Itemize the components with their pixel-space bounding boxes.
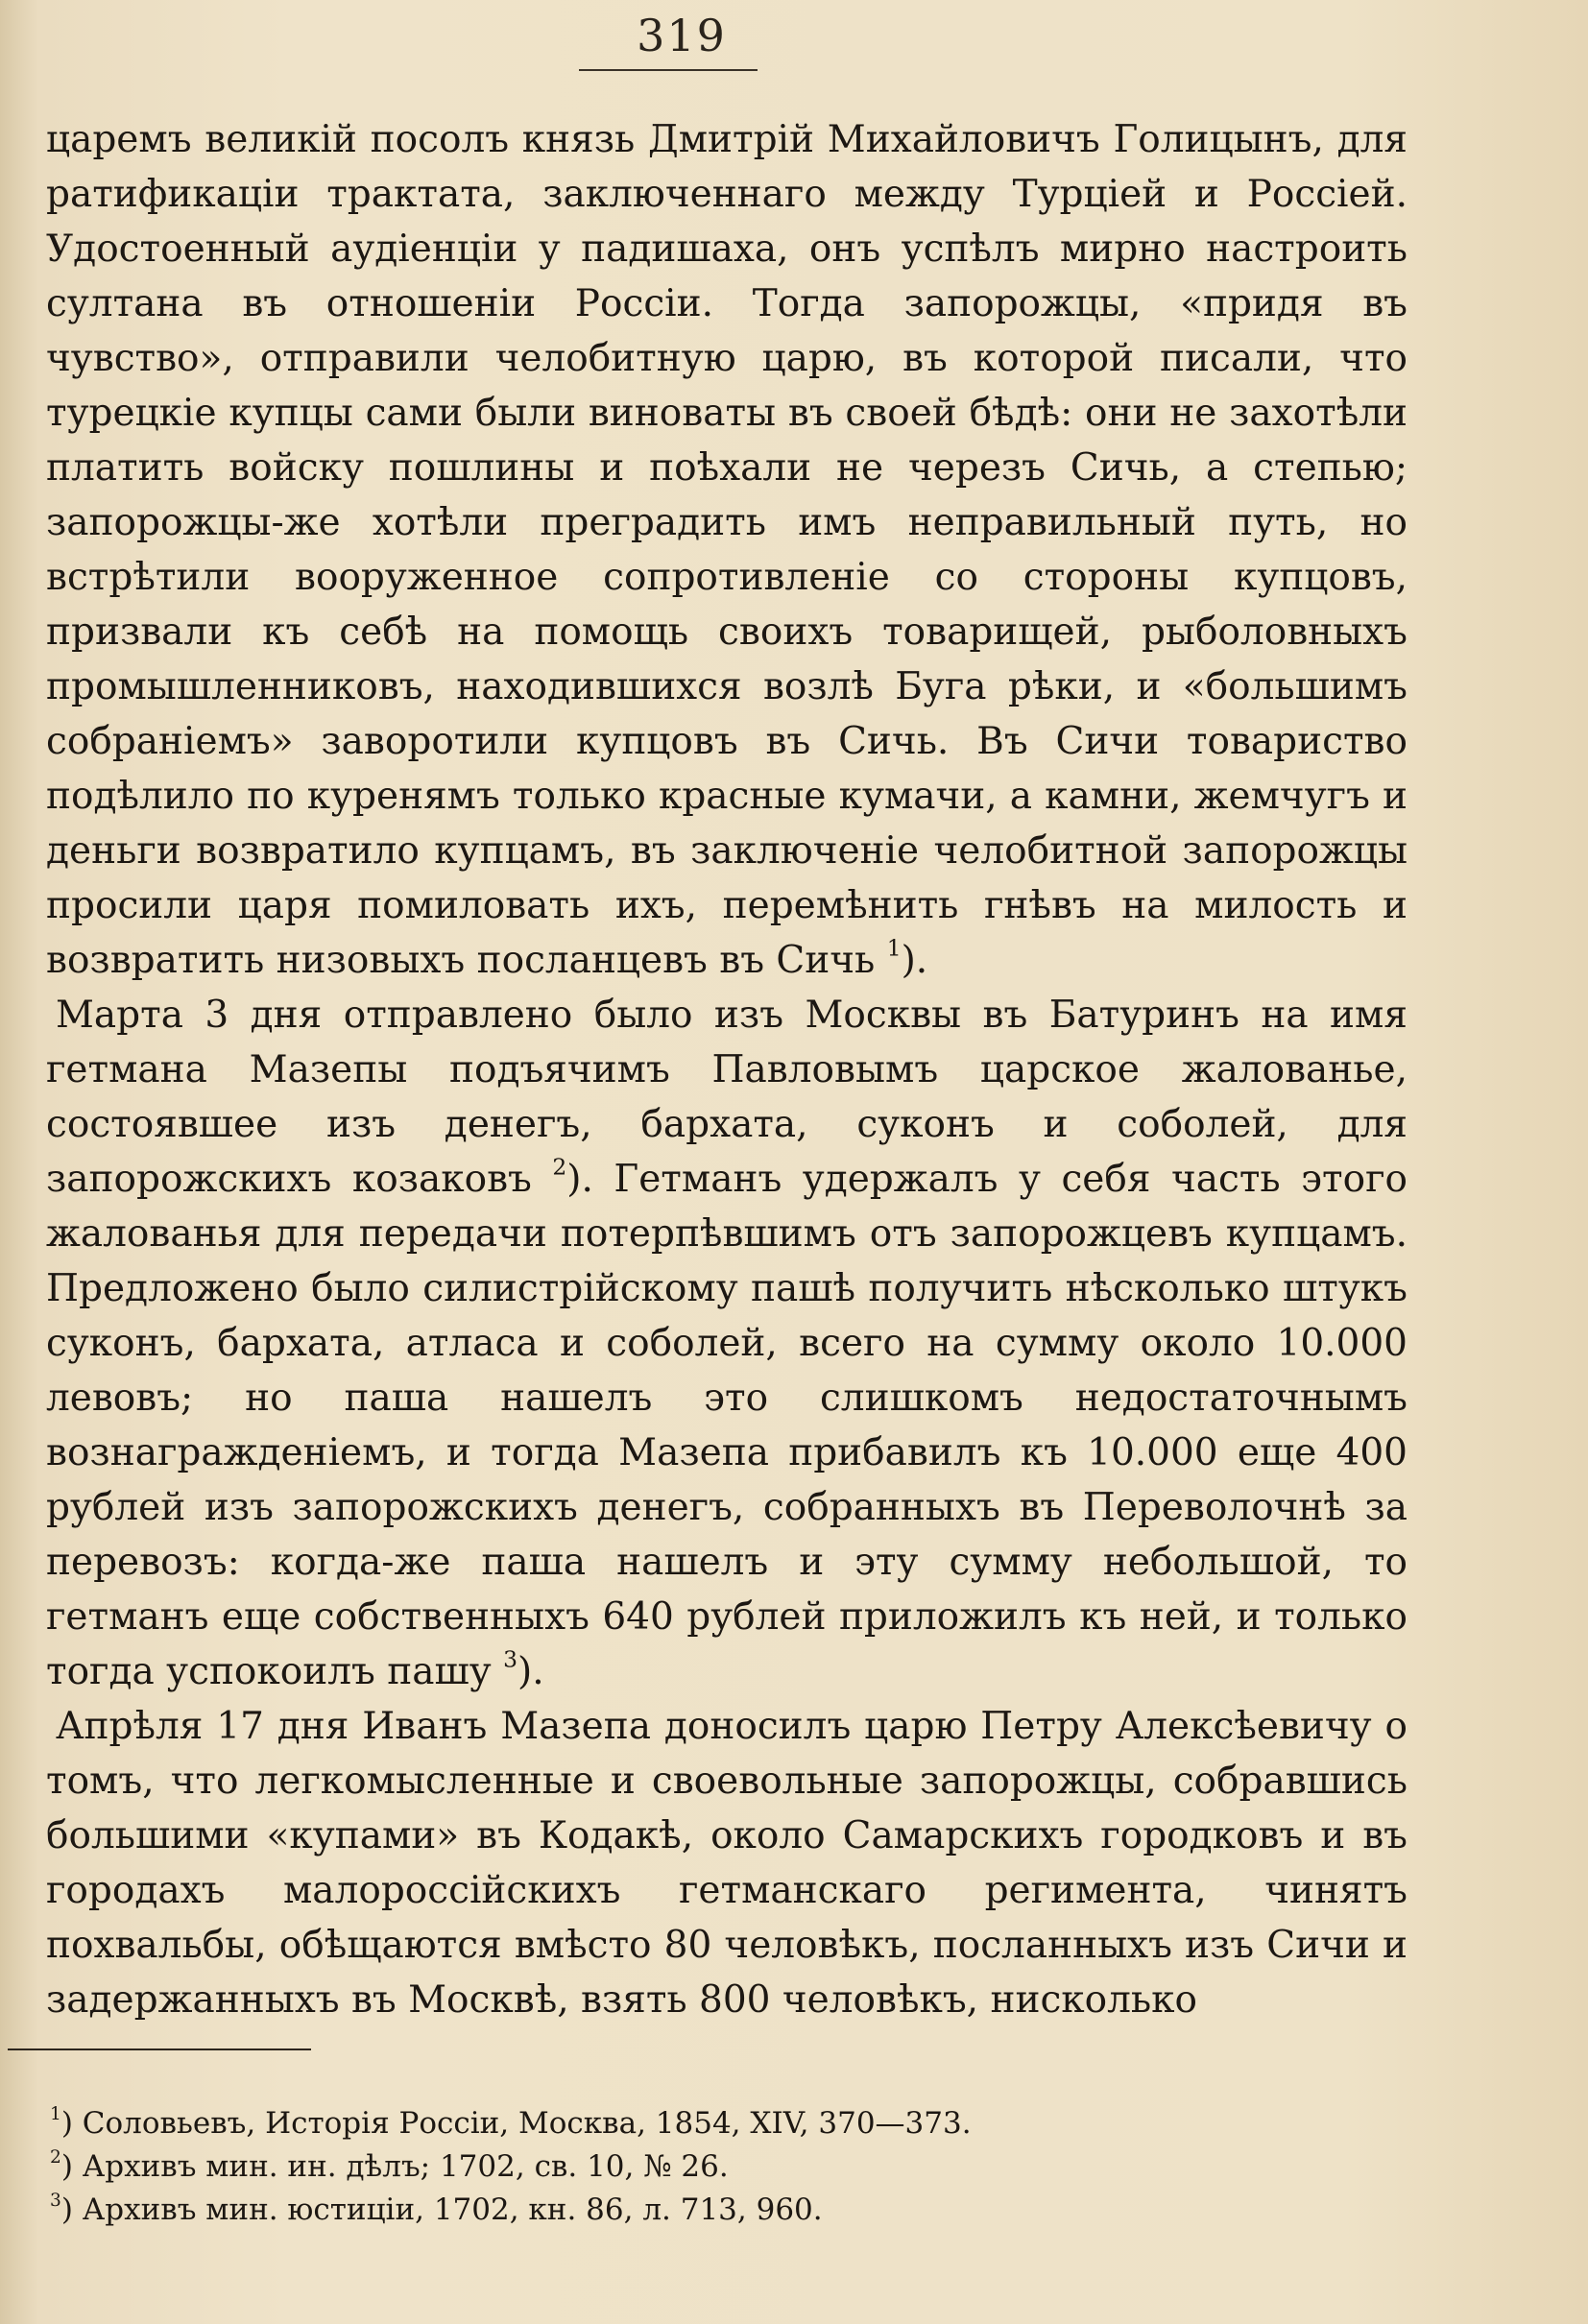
footnote-ref-3[interactable]: 3 (503, 1645, 517, 1673)
paragraph-2 (46, 988, 1408, 1699)
page-number: 319 (637, 10, 727, 61)
paragraph-2-middle: ). Гетманъ удержалъ у себя часть этого жалованья для передачи потерпѣвшимъ отъ запорожцевъ купцамъ. Предложено было силистрійскому пашѣ получить нѣсколько штукъ суконъ, бархата, атласа и соболей, всего на сумму около 10.000 левовъ; но паша нашелъ это слишкомъ недостаточнымъ вознагражденіемъ, и тогда Мазепа прибавилъ къ 10.000 еще 400 рублей изъ запорожскихъ денегъ, собранныхъ въ Переволочнѣ за перевозъ: когда-же паша нашелъ и эту сумму небольшой, то гетманъ еще собственныхъ 640 рублей приложилъ къ ней, и только тогда успокоилъ пашу (46, 1158, 1408, 1693)
footnote-ref-1[interactable]: 1 (886, 934, 902, 962)
page-number-rule (579, 69, 758, 71)
footnote-mark-3: 3 (50, 2191, 61, 2212)
footnote-mark-2: 2 (50, 2147, 61, 2168)
paragraph-3 (46, 1699, 1408, 2027)
paragraph-3-text: Апрѣля 17 дня Иванъ Мазепа доносилъ царю Петру Алексѣевичу о томъ, что легкомысленные и своевольные запорожцы, собравшись большими «купами» въ Кодакѣ, около Самарскихъ городковъ и въ городахъ малороссійскихъ гетманскаго регимента, чинятъ похвальбы, обѣщаются вмѣсто 80 человѣкъ, посланныхъ изъ Сичи и задержанныхъ въ Москвѣ, взять 800 человѣкъ, нисколько (46, 1705, 1408, 2022)
paragraph-1-tail: ). (901, 939, 928, 982)
footnote-3: $^3$) Архивъ мин. юстиціи, 1702, кн. 86, л. 713, 960. (50, 2191, 823, 2227)
footnote-ref-2[interactable]: 2 (552, 1153, 567, 1181)
paragraph-2-tail: ). (517, 1650, 544, 1693)
footnote-rule (8, 2048, 311, 2050)
footnote-text-1: Соловьевъ, Исторія Россіи, Москва, 1854, XIV, 370—373. (82, 2106, 972, 2141)
body-text (46, 112, 1408, 2027)
paragraph-2-text: Марта 3 дня отправлено было изъ Москвы въ Батуринъ на имя гетмана Мазепы подъячимъ Павловымъ царское жалованье, состоявшее изъ денегъ, бархата, суконъ и соболей, для запорожскихъ козаковъ (46, 994, 1408, 1201)
footnote-2: $^2$) Архивъ мин. ин. дѣлъ; 1702, св. 10, № 26. (50, 2147, 729, 2184)
footnote-1: $^1$) Соловьевъ, Исторія Россіи, Москва, 1854, XIV, 370—373. (50, 2104, 972, 2141)
paragraph-1 (46, 112, 1408, 988)
footnotes (50, 2102, 1298, 2232)
footnote-mark-1: 1 (50, 2104, 61, 2125)
footnote-text-2: Архивъ мин. ин. дѣлъ; 1702, св. 10, № 26. (82, 2149, 729, 2184)
paragraph-1-text: царемъ великій посолъ князь Дмитрій Михайловичъ Голицынъ, для ратификаціи трактата, заключеннаго между Турціей и Россіей. Удостоенный аудіенціи у падишаха, онъ успѣлъ мирно настроить султана въ отношеніи Россіи. Тогда запорожцы, «придя въ чувство», отправили челобитную царю, въ которой писали, что турецкіе купцы сами были виноваты въ своей бѣдѣ: они не захотѣли платить войску пошлины и поѣхали не черезъ Сичь, а степью; запорожцы-же хотѣли преградить имъ неправильный путь, но встрѣтили вооруженное сопротивленіе со стороны купцовъ, призвали къ себѣ на помощь своихъ товарищей, рыболовныхъ промышленниковъ, находившихся возлѣ Буга рѣки, и «большимъ собраніемъ» заворотили купцовъ въ Сичь. Въ Сичи товариство подѣлило по куренямъ только красные кумачи, а камни, жемчугъ и деньги возвратило купцамъ, въ заключеніе челобитной запорожцы просили царя помиловать ихъ, перемѣнить гнѣвъ на милость и возвратить низовыхъ посланцевъ въ Сичь (46, 118, 1408, 982)
footnote-text-3: Архивъ мин. юстиціи, 1702, кн. 86, л. 713, 960. (82, 2192, 823, 2227)
